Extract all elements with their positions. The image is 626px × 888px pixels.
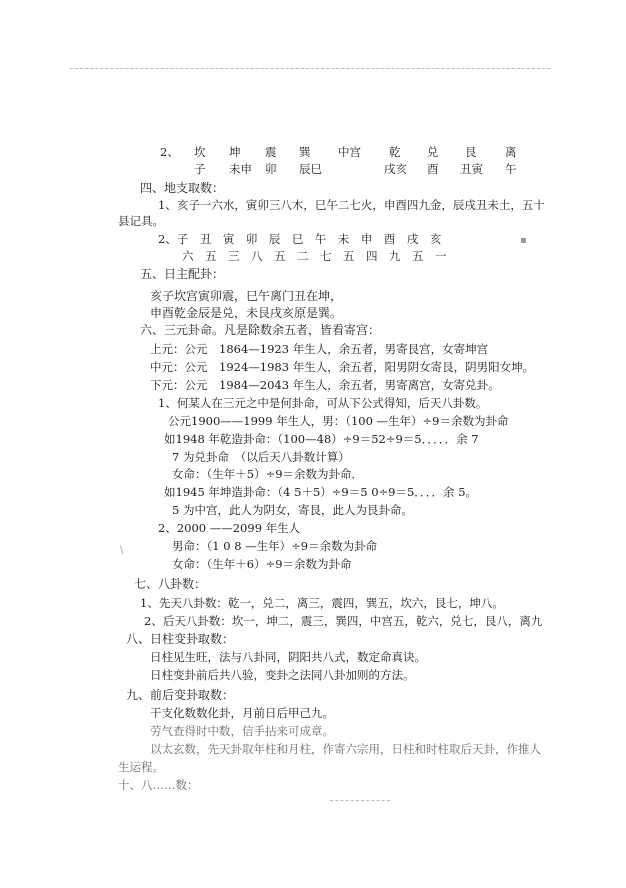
scan-mark: \ <box>120 545 124 556</box>
trigram-top-cell: 乾 <box>389 145 401 159</box>
trigram-bottom-cell: 未申 <box>229 162 252 176</box>
formula-line: 2、2000 ——2099 年生人 <box>158 521 301 535</box>
trigram-top-cell: 兑 <box>427 145 439 159</box>
trigram-top-cell: 震 <box>265 145 277 159</box>
text-line: 1、先天八卦数：乾一，兑二，离三，震四，巽五，坎六，艮七，坤八。 <box>140 596 504 610</box>
scan-edge-line <box>70 68 550 69</box>
trigram-top-cell: 巽 <box>299 145 311 159</box>
formula-line: 男命：（1 0 8 —生年）÷9＝余数为卦命 <box>172 539 378 553</box>
era-lower: 下元：公元 1984—2043 年生人，余五者，男寄离宫，女寄兑卦。 <box>150 378 500 392</box>
text-line: 生运程。 <box>118 760 164 774</box>
formula-line: 如1948 年乾造卦命：（100—48）÷9＝52÷9＝5．．．．．余 7 <box>164 432 479 446</box>
text-line: 2、后天八卦数：坎一，坤二，震三，巽四，中宫五，乾六，兑七，艮八，离九 <box>144 614 543 628</box>
text-line: 日柱变卦前后共八验，变卦之法同八卦加则的方法。 <box>150 668 415 682</box>
branch-number-list: 六 五 三 八 五 二 七 五 四 九 五 一 <box>182 249 447 263</box>
trigram-bottom-cell: 午 <box>505 162 517 176</box>
trigram-top-cell: 艮 <box>465 145 477 159</box>
section-title: 九、前后变卦取数： <box>126 688 235 702</box>
section-title: 四、地支取数： <box>140 181 225 195</box>
formula-line: 女命：（生年＋6）÷9＝余数为卦命 <box>172 557 352 571</box>
section-title: 十、八……数： <box>118 778 199 792</box>
section-title: 七、八卦数： <box>134 577 207 591</box>
trigram-top-cell: 坎 <box>194 145 206 159</box>
trigram-top-cell: 中宫 <box>338 145 361 159</box>
text-line: 申酉乾金辰是兑，未艮戌亥原是巽。 <box>150 306 343 320</box>
section-title: 八、日柱变卦取数： <box>126 632 235 646</box>
formula-line: 公元1900——1999 年生人，男：（100 —生年）÷9＝余数为卦命 <box>168 414 509 428</box>
formula-line: 如1945 年坤造卦命：（4 5＋5）÷9＝5 0÷9＝5．．．．余 5。 <box>164 485 478 499</box>
trigram-bottom-cell: 卯 <box>265 162 277 176</box>
trigram-bottom-cell: 戌亥 <box>384 162 407 176</box>
formula-line: 女命：（生年＋5）÷9＝余数为卦命． <box>172 467 364 481</box>
text-line: 1、何某人在三元之中是何卦命，可从下公式得知，后天八卦数。 <box>158 396 488 410</box>
text-line: 1、亥子一六水，寅卯三八木，巳午二七火，申酉四九金，辰戌丑未土，五十 <box>158 198 545 212</box>
section-title: 五、日主配卦： <box>140 267 225 281</box>
text-line: 县记具。 <box>118 214 164 228</box>
formula-line: 5 为中宫，此人为阴女，寄艮，此人为艮卦命。 <box>172 503 413 517</box>
text-line: 以太玄数，先天卦取年柱和月柱，作寄六宗用，日柱和时柱取后天卦，作推人 <box>150 742 541 756</box>
trigram-bottom-cell: 酉 <box>427 162 439 176</box>
trigram-bottom-cell: 丑寅 <box>460 162 483 176</box>
branch-list: 2、子 丑 寅 卯 辰 巳 午 未 申 酉 戌 亥 <box>158 232 442 246</box>
trigram-heading-number: 2、 <box>160 145 179 159</box>
scan-mark: ▪ <box>520 235 527 246</box>
formula-line: 7 为兑卦命 （以后天八卦数计算） <box>172 450 350 464</box>
era-upper: 上元：公元 1864—1923 年生人，余五者，男寄艮宫，女寄坤宫 <box>150 342 489 356</box>
trigram-top-cell: 离 <box>505 145 517 159</box>
era-middle: 中元：公元 1924—1983 年生人，余五者，阳男阴女寄艮，阴男阳女坤。 <box>150 360 535 374</box>
trigram-top-cell: 坤 <box>229 145 241 159</box>
text-line: 日柱见生旺，法与八卦同，阴阳共八式，数定命真诀。 <box>150 650 426 664</box>
text-line: 干支化数数化卦，月前日后甲己九。 <box>150 706 334 720</box>
trigram-bottom-cell: 辰巳 <box>299 162 322 176</box>
scan-edge-line <box>330 800 390 801</box>
text-line: 劳气查得时中数，信手拈来可成章。 <box>150 724 334 738</box>
text-line: 亥子坎宫寅卯震，巳午离门丑在坤， <box>150 289 343 303</box>
section-title: 六、三元卦命。凡是除数余五者，皆看寄宫： <box>140 323 381 337</box>
trigram-bottom-cell: 子 <box>194 162 206 176</box>
